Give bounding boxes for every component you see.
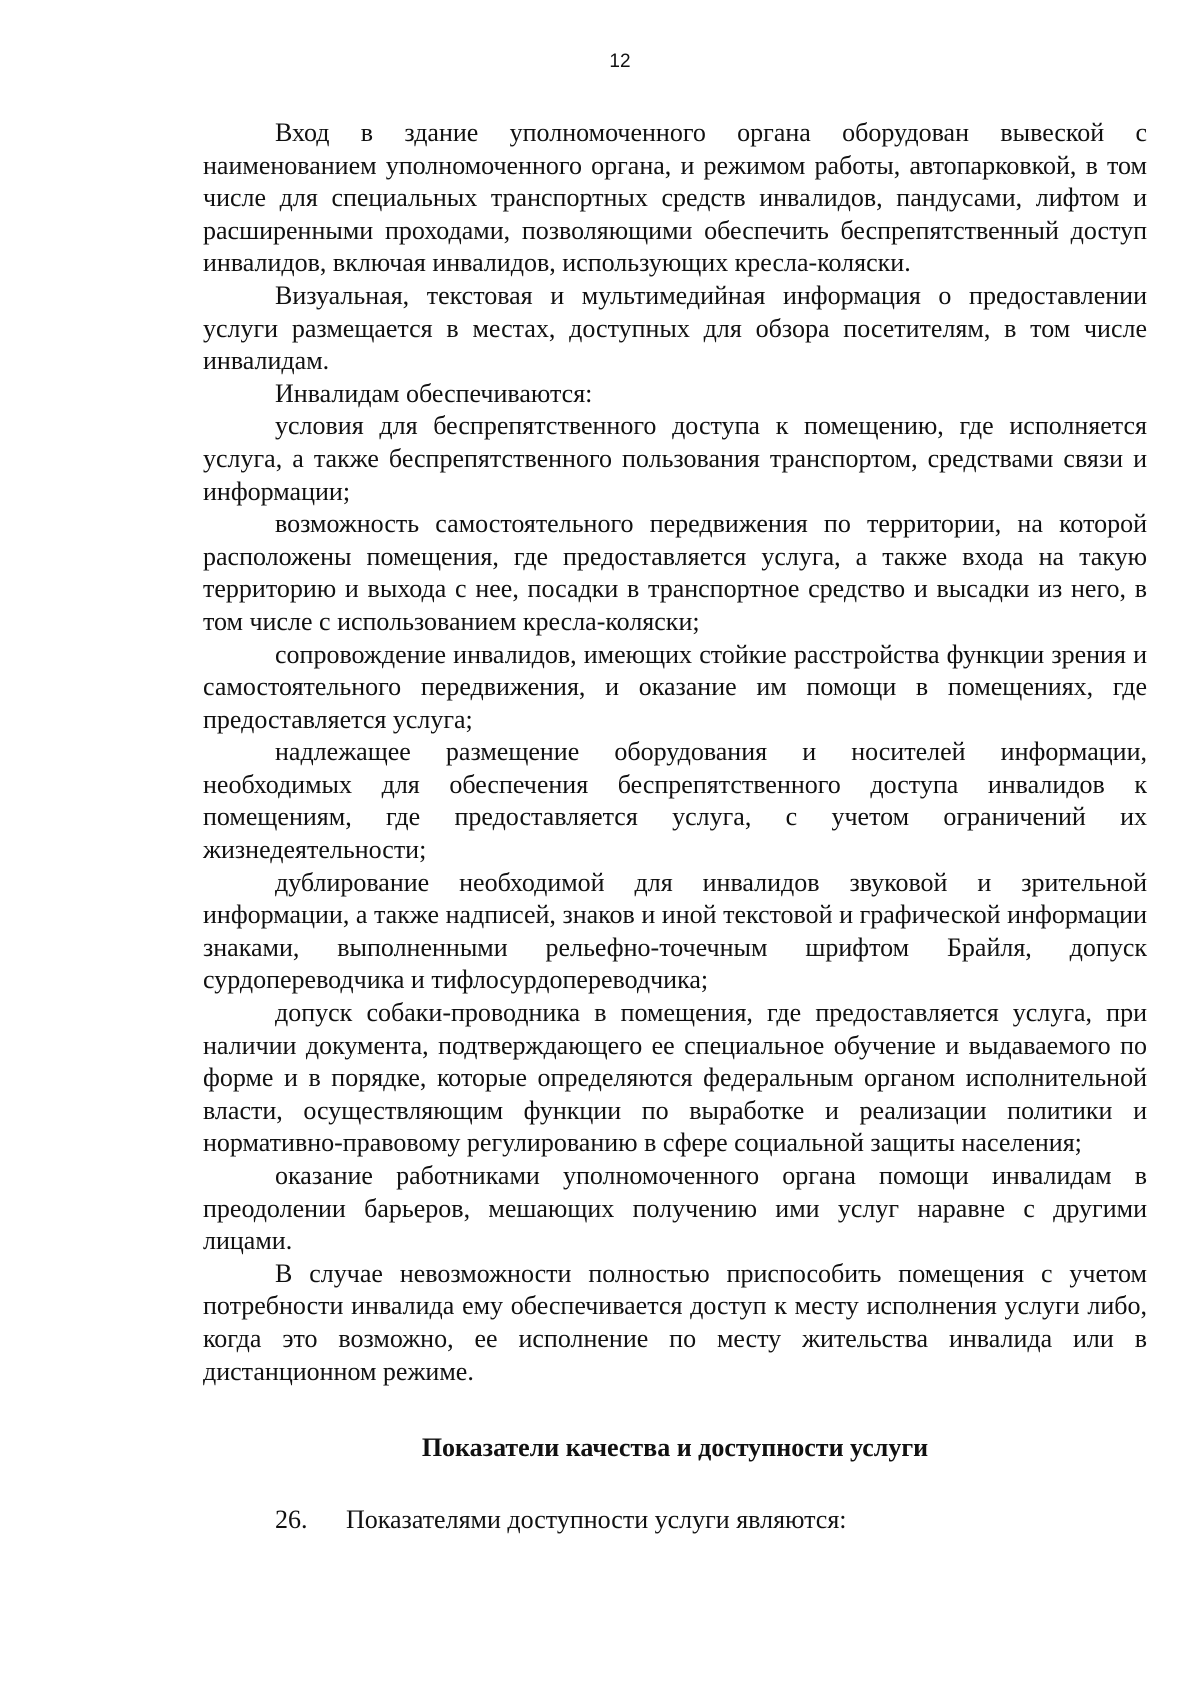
item-number: 26. bbox=[275, 1505, 308, 1535]
paragraph-disabled-provided: Инвалидам обеспечиваются: bbox=[275, 378, 593, 408]
section-heading: Показатели качества и доступности услуги bbox=[421, 1433, 929, 1463]
item-text: Показателями доступности услуги являются: bbox=[346, 1505, 847, 1535]
paragraph-remote-service: В случае невозможности полностью приспособить помещения с учетом потребности инвалида ему обеспечивается доступ к месту исполнения услуги либо, когда это возможно, ее исполнение по месту жительства инвалида или в дистанционном режиме. bbox=[203, 1258, 1147, 1386]
paragraph-entrance: Вход в здание уполномоченного органа оборудован вывеской с наименованием уполномоченного органа, и режимом работы, автопарковкой, в том числе для специальных транспортных средств инвалидов, пандусами, лифтом и расширенными проходами, позволяющими обеспечить беспрепятственный доступ инвалидов, включая инвалидов, использующих кресла-коляски. bbox=[203, 118, 1147, 278]
paragraph-access-conditions: условия для беспрепятственного доступа к помещению, где исполняется услуга, а также беспрепятственного пользования транспортом, средствами связи и информации; bbox=[203, 411, 1147, 506]
paragraph-equipment-placement: надлежащее размещение оборудования и носителей информации, необходимых для обеспечения беспрепятственного доступа инвалидов к помещениям, где предоставляется услуга, с учетом ограничений их жизнедеятельности; bbox=[203, 737, 1147, 865]
paragraph-staff-assistance: оказание работниками уполномоченного органа помощи инвалидам в преодолении барьеров, мешающих получению ими услуг наравне с другими лицами. bbox=[203, 1161, 1147, 1256]
paragraph-escort: сопровождение инвалидов, имеющих стойкие расстройства функции зрения и самостоятельного передвижения, и оказание им помощи в помещениях, где предоставляется услуга; bbox=[203, 639, 1147, 734]
page-number: 12 bbox=[609, 51, 631, 72]
document-body bbox=[203, 117, 1147, 1536]
paragraph-visual-info: Визуальная, текстовая и мультимедийная информация о предоставлении услуги размещается в местах, доступных для обзора посетителям, в том числе инвалидам. bbox=[203, 280, 1147, 376]
paragraph-guide-dog: допуск собаки-проводника в помещения, где предоставляется услуга, при наличии документа, подтверждающего ее специальное обучение и выдаваемого по форме и в порядке, которые определяются федеральным органом исполнительной власти, осуществляющим функции по выработке и реализации политики и нормативно-правовому регулированию в сфере социальной защиты населения; bbox=[203, 998, 1147, 1158]
paragraph-independent-movement: возможность самостоятельного передвижения по территории, на которой расположены помещения, где предоставляется услуга, а также входа на такую территорию и выхода с нее, посадки в транспортное средство и высадки из него, в том числе с использованием кресла-коляски; bbox=[203, 509, 1147, 636]
paragraph-duplication: дублирование необходимой для инвалидов звуковой и зрительной информации, а также надписей, знаков и иной текстовой и графической информации знаками, выполненными рельефно-точечным шрифтом Брайля, допуск сурдопереводчика и тифлосурдопереводчика; bbox=[203, 867, 1147, 995]
numbered-item-26 bbox=[203, 1504, 1147, 1536]
